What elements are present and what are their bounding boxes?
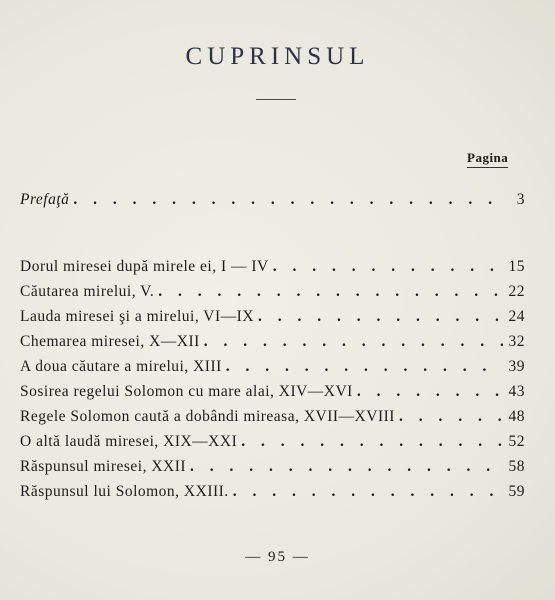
toc-entry-page: 39 [508, 358, 525, 375]
toc-entry-page: 24 [508, 308, 525, 325]
dot-leader [226, 358, 503, 376]
dot-leader [357, 383, 503, 401]
toc-entry-title: Prefaţă [20, 191, 70, 208]
toc-entry-title: Sosirea regelui Solomon cu mare alai, XIV—XVI [20, 383, 353, 400]
toc-entry [20, 283, 525, 305]
toc-entry [20, 383, 525, 405]
toc-entry-page: 3 [516, 191, 525, 208]
toc-entry [20, 483, 525, 505]
toc-entry-title: Răspunsul lui Solomon, XXIII. [20, 483, 229, 500]
toc-entry-title: Dorul miresei după mirele ei, I — IV [20, 258, 269, 275]
toc-entry-title: Căutarea mirelui, V. [20, 283, 155, 300]
toc-entry-title: Lauda miresei şi a mirelui, VI—IX [20, 308, 255, 325]
toc-entry-title: Regele Solomon caută a dobândi mireasa, XVII—XVIII [20, 408, 395, 425]
dot-leader [204, 333, 503, 351]
dot-leader [241, 433, 503, 451]
dot-leader [233, 483, 503, 501]
page-number-footer: — 95 — [245, 549, 310, 565]
dot-leader [258, 308, 503, 326]
toc-entry [20, 433, 525, 455]
toc-entry [20, 458, 525, 480]
toc-entry-title: Chemarea miresei, X—XII [20, 333, 200, 350]
toc-entry-page: 52 [508, 433, 525, 450]
title-divider [256, 99, 296, 100]
toc-entry-title: O altă laudă miresei, XIX—XXI [20, 433, 238, 450]
toc-entry-page: 58 [508, 458, 525, 475]
toc-entry-page: 22 [508, 283, 525, 300]
toc-entry-title: Răspunsul miresei, XXII [20, 458, 187, 475]
dot-leader [73, 191, 503, 209]
toc-entry-page: 48 [508, 408, 525, 425]
toc-entry-page: 43 [508, 383, 525, 400]
toc-entry-page: 59 [508, 483, 525, 500]
dot-leader [158, 283, 503, 301]
toc-entry [20, 308, 525, 330]
toc-entry-page: 32 [508, 333, 525, 350]
dot-leader [399, 408, 503, 426]
toc-entry-page: 15 [508, 258, 525, 275]
page-column-header: Pagina [467, 150, 508, 168]
toc-entry-preface [20, 191, 525, 213]
toc-entry-title: A doua căutare a mirelui, XIII [20, 358, 222, 375]
toc-entry [20, 408, 525, 430]
page-title: CUPRINSUL [185, 43, 370, 70]
toc-entry [20, 258, 525, 280]
dot-leader [273, 258, 503, 276]
toc-entry [20, 333, 525, 355]
toc-entry [20, 358, 525, 380]
dot-leader [190, 458, 503, 476]
